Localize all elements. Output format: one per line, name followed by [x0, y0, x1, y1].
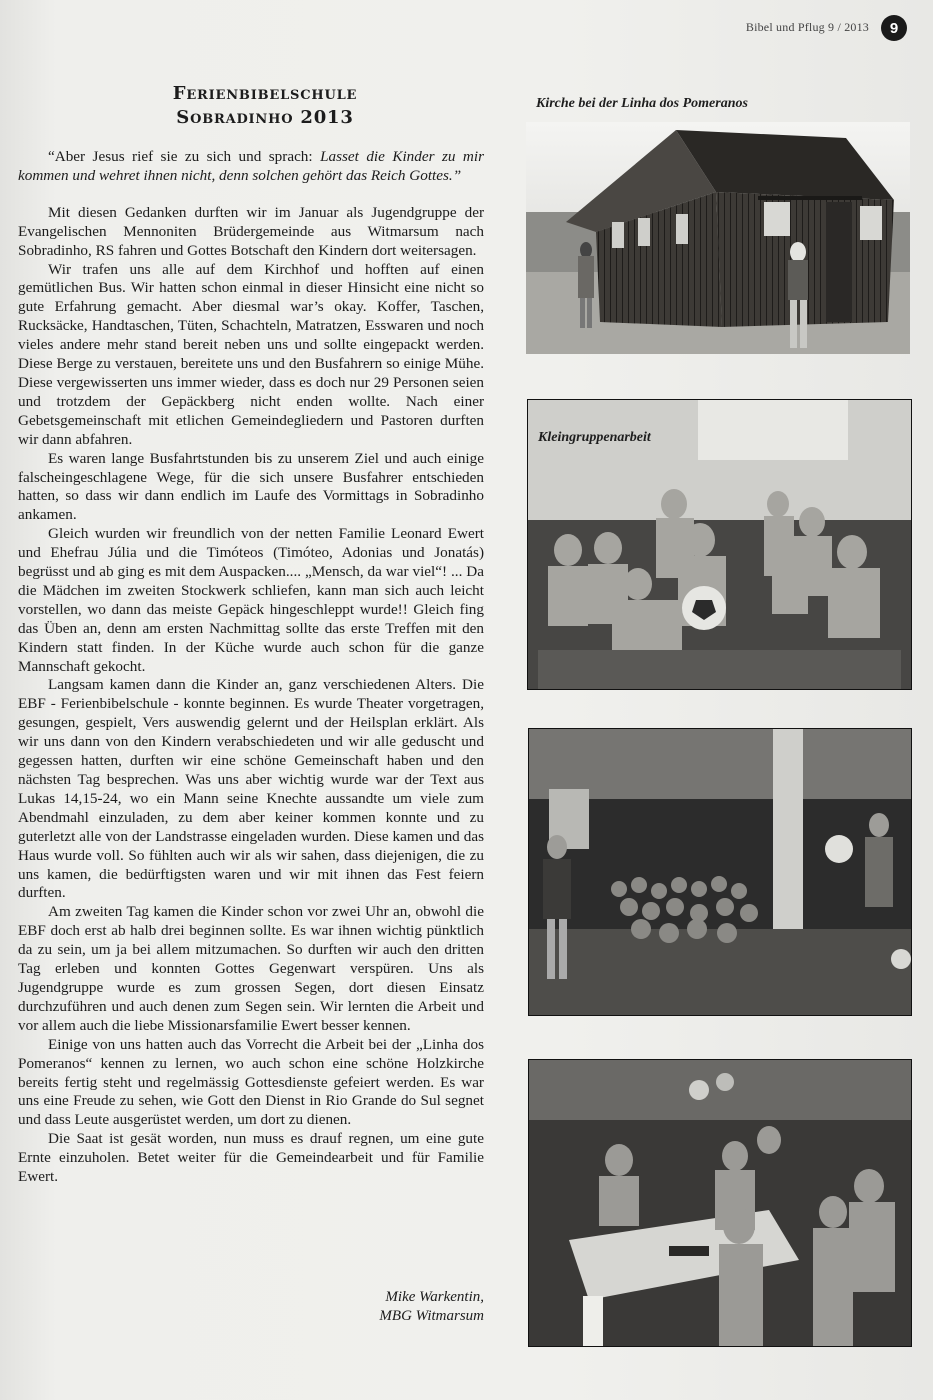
paragraph: Mit diesen Gedanken durften wir im Januar als Jugendgruppe der Evangelischen Mennoniten Brüdergemeinde aus Witmarsum nach Sobradinho, RS fahren und Gottes Botschaft den Kindern dort weitersagen. [18, 203, 484, 259]
quote-close: ” [452, 166, 462, 184]
article-title-line-2: Sobradinho 2013 [176, 107, 354, 128]
paragraph: Einige von uns hatten auch das Vorrecht die Arbeit bei der „Linha dos Pomeranos“ kennen zu lernen, wo auch schon eine schöne Holzkirche bereits fertig steht und regelmässig Gottesdienste gefeiert werden. Es war uns eine Freude zu sehen, wie Gott den Dienst in Rio Grande do Sul segnet und dass Leute ausgerüstet werden, um dort zu dienen. [18, 1035, 484, 1129]
paragraph: Die Saat ist gesät worden, nun muss es drauf regnen, um eine gute Ernte einzuholen. Betet weiter für die Gemeindearbeit und für Familie Ewert. [18, 1130, 484, 1186]
children-snack-photo-illustration [529, 1060, 911, 1346]
paragraph: Langsam kamen dann die Kinder an, ganz verschiedenen Alters. Die EBF - Ferienbibelschule - konnte beginnen. Es wurde Theater vorgetragen, gesungen, gespielt, Vers auswendig gelernt und der Heilsplan erklärt. Als wir uns dann von den Kindern verabschiedeten und wir alle geduscht und gegessen hatten, durften wir eine schöne Gemeinschaft haben und den nächsten Tag besprechen. Was uns aber wichtig wurde war der Text aus Lukas 14,15-24, wo ein Mann seine Knechte aussandte um viele zum Abendmahl einzuladen, zu dem aber keiner kommen konnte und zu guterletzt alle von der Landstrasse eingeladen wurden. Diese kamen und das Haus wurde voll. So fühlten auch wir als wir sahen, dass diejenigen, die zu uns kamen, die bedürftigsten waren und wir mit ihnen das Fest feiern durften. [18, 676, 484, 902]
small-group-photo-caption: Kleingruppenarbeit [538, 430, 651, 445]
church-photo [526, 122, 910, 354]
quote-scripture: Lasset die Kinder zu mir kommen und wehret ihnen nicht, denn solchen gehört das Reich Gottes. [18, 148, 484, 184]
quote-intro: “Aber Jesus rief sie zu sich und sprach: [48, 148, 321, 165]
children-hall-photo-illustration [529, 729, 911, 1015]
church-photo-caption: Kirche bei der Linha dos Pomeranos [536, 96, 748, 111]
article-title [60, 82, 470, 130]
paragraph: Am zweiten Tag kamen die Kinder schon vor zwei Uhr an, obwohl die EBF doch erst ab halb drei beginnen sollte. Es war ihnen wichtig pünktlich da zu sein, um ja bei allem mitzumachen. So durften wir auch den dritten Tag erleben und konnten Gottes Gegenwart verspüren. Uns als Jugendgruppe wurde es zum grossen Segen, dort diesen Einsatz durchzuführen und auch denen zum Segen sein. Wir lernten die Arbeit und vor allem auch die liebe Missionarsfamilie Ewert besser kennen. [18, 903, 484, 1034]
author-organization: MBG Witmarsum [379, 1308, 484, 1324]
paragraph: Gleich wurden wir freundlich von der netten Familie Leonard Ewert und Ehefrau Júlia und die Timóteos (Timóteo, Adonias und Jonatás) begrüsst und ab ging es mit dem Auspacken.... „Mensch, da war viel“! ... Da die Mädchen im zweiten Stockwerk schliefen, kann man sich auch leicht vorstellen, wo dann das meiste Gepäck hingeschleppt wurde!! Gleich fing das Üben an, denn am ersten Nachmittag sollte das erste Treffen mit den Kindern statt finden. In der Küche wurde auch schon für die ganze Mannschaft gekocht. [18, 525, 484, 675]
article-body [18, 148, 484, 1187]
author-signature [300, 1288, 484, 1326]
opening-quote [18, 148, 484, 186]
author-name: Mike Warkentin, [385, 1289, 484, 1305]
running-header: Bibel und Pflug 9 / 2013 [745, 20, 869, 34]
children-snack-photo [528, 1059, 912, 1347]
children-hall-photo [528, 728, 912, 1016]
church-photo-illustration [526, 122, 910, 354]
paragraph: Es waren lange Busfahrtstunden bis zu unserem Ziel und auch einige falscheingeschlagene Wege, für die sich unsere Busfahrer entschieden hatten, so dass wir dann endlich im Laufe des Vormittags in Sobradinho ankamen. [18, 449, 484, 524]
article-title-line-1: Ferienbibelschule [172, 83, 358, 104]
paragraph: Wir trafen uns alle auf dem Kirchhof und hofften auf einen gemütlichen Bus. Wir hatten schon einmal in dieser Hinsicht eine nicht so gute Erfahrung gemacht. Aber diesmal war’s okay. Koffer, Taschen, Rucksäcke, Handtaschen, Tüten, Schachteln, Matratzen, Esswaren und noch vieles andere mehr stand bereit neben uns und sollte eingepackt werden. Diese Berge zu verstauen, bereitete uns und den Busfahrern so einige Mühe. Diese vergewisserten uns immer wieder, dass es doch nur 29 Personen seien und trotzdem der Gepäckberg nicht enden wollte. Nach einer Gebetsgemeinschaft mit etlichen Gemeindegliedern und Pastoren durften wir dann abfahren. [18, 260, 484, 448]
page-number-badge: 9 [881, 15, 907, 41]
